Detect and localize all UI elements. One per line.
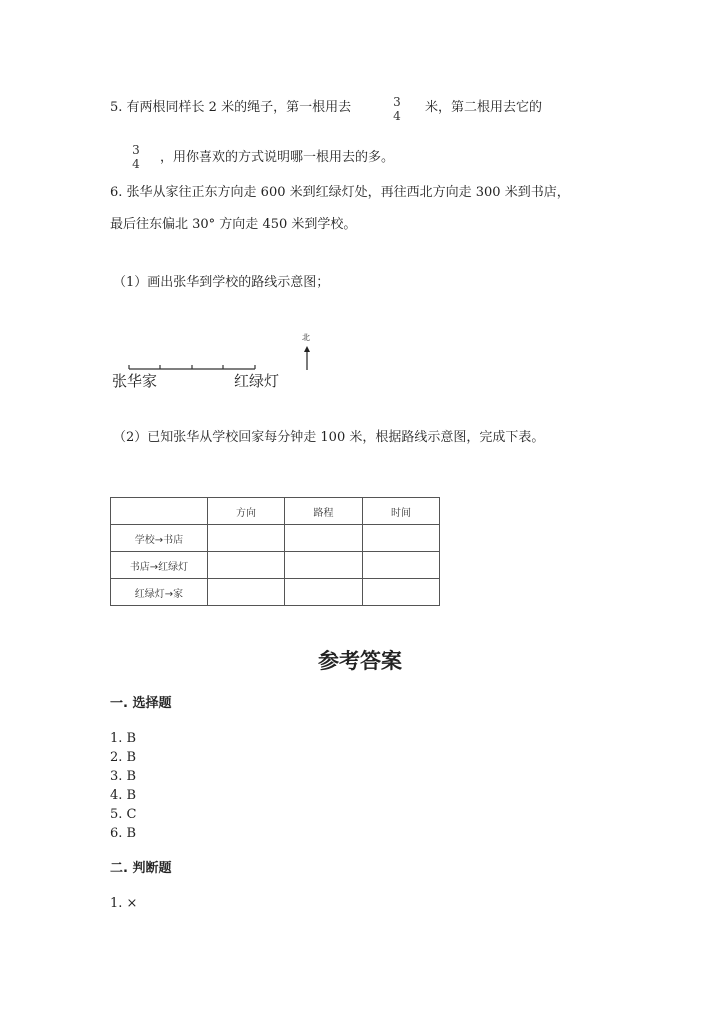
q5-text-1: 5. 有两根同样长 2 米的绳子，第一根用去 <box>110 100 352 115</box>
answer-item: 2. B <box>110 750 137 765</box>
empty-cell <box>285 525 363 552</box>
header-cell: 时间 <box>363 498 440 525</box>
empty-cell <box>363 525 440 552</box>
row-label: 红绿灯→家 <box>111 579 208 606</box>
answer-item: 1. B <box>110 731 137 746</box>
answer-item: 5. C <box>110 807 137 822</box>
north-arrow-icon <box>304 346 310 370</box>
answers-title: 参考答案 <box>318 649 402 673</box>
route-diagram <box>0 0 720 400</box>
section-2-title: 二. 判断题 <box>110 861 172 876</box>
answer-item: 6. B <box>110 826 137 841</box>
q5-text-2: 米，第二根用去它的 <box>425 100 543 115</box>
numerator: 3 <box>393 95 401 109</box>
q6-line-2: 最后往东偏北 30° 方向走 450 米到学校。 <box>110 217 357 232</box>
answer-item: 1. × <box>110 896 138 911</box>
section-1-title: 一. 选择题 <box>110 696 172 711</box>
table-header-row <box>111 498 440 525</box>
header-cell: 路程 <box>285 498 363 525</box>
empty-cell <box>363 552 440 579</box>
empty-cell <box>285 552 363 579</box>
north-label: 北 <box>302 333 310 342</box>
scale-line <box>129 365 255 369</box>
denominator: 4 <box>393 109 401 123</box>
empty-cell <box>285 579 363 606</box>
q6-line-1: 6. 张华从家往正东方向走 600 米到红绿灯处，再往西北方向走 300 米到书店， <box>110 185 570 200</box>
q6-sub2: （2）已知张华从学校回家每分钟走 100 米，根据路线示意图，完成下表。 <box>113 430 545 445</box>
denominator: 4 <box>132 157 140 171</box>
table-row <box>111 579 440 606</box>
answer-item: 4. B <box>110 788 137 803</box>
answer-table <box>110 497 440 606</box>
table-row <box>111 525 440 552</box>
answer-item: 3. B <box>110 769 137 784</box>
header-cell <box>111 498 208 525</box>
home-label: 张华家 <box>112 372 158 390</box>
q5-text-3: ，用你喜欢的方式说明哪一根用去的多。 <box>160 150 395 165</box>
q6-sub1: （1）画出张华到学校的路线示意图； <box>113 275 330 290</box>
numerator: 3 <box>132 143 140 157</box>
empty-cell <box>208 552 285 579</box>
table-row <box>111 552 440 579</box>
row-label: 书店→红绿灯 <box>111 552 208 579</box>
header-cell: 方向 <box>208 498 285 525</box>
traffic-light-label: 红绿灯 <box>234 372 280 390</box>
empty-cell <box>208 525 285 552</box>
empty-cell <box>363 579 440 606</box>
row-label: 学校→书店 <box>111 525 208 552</box>
empty-cell <box>208 579 285 606</box>
